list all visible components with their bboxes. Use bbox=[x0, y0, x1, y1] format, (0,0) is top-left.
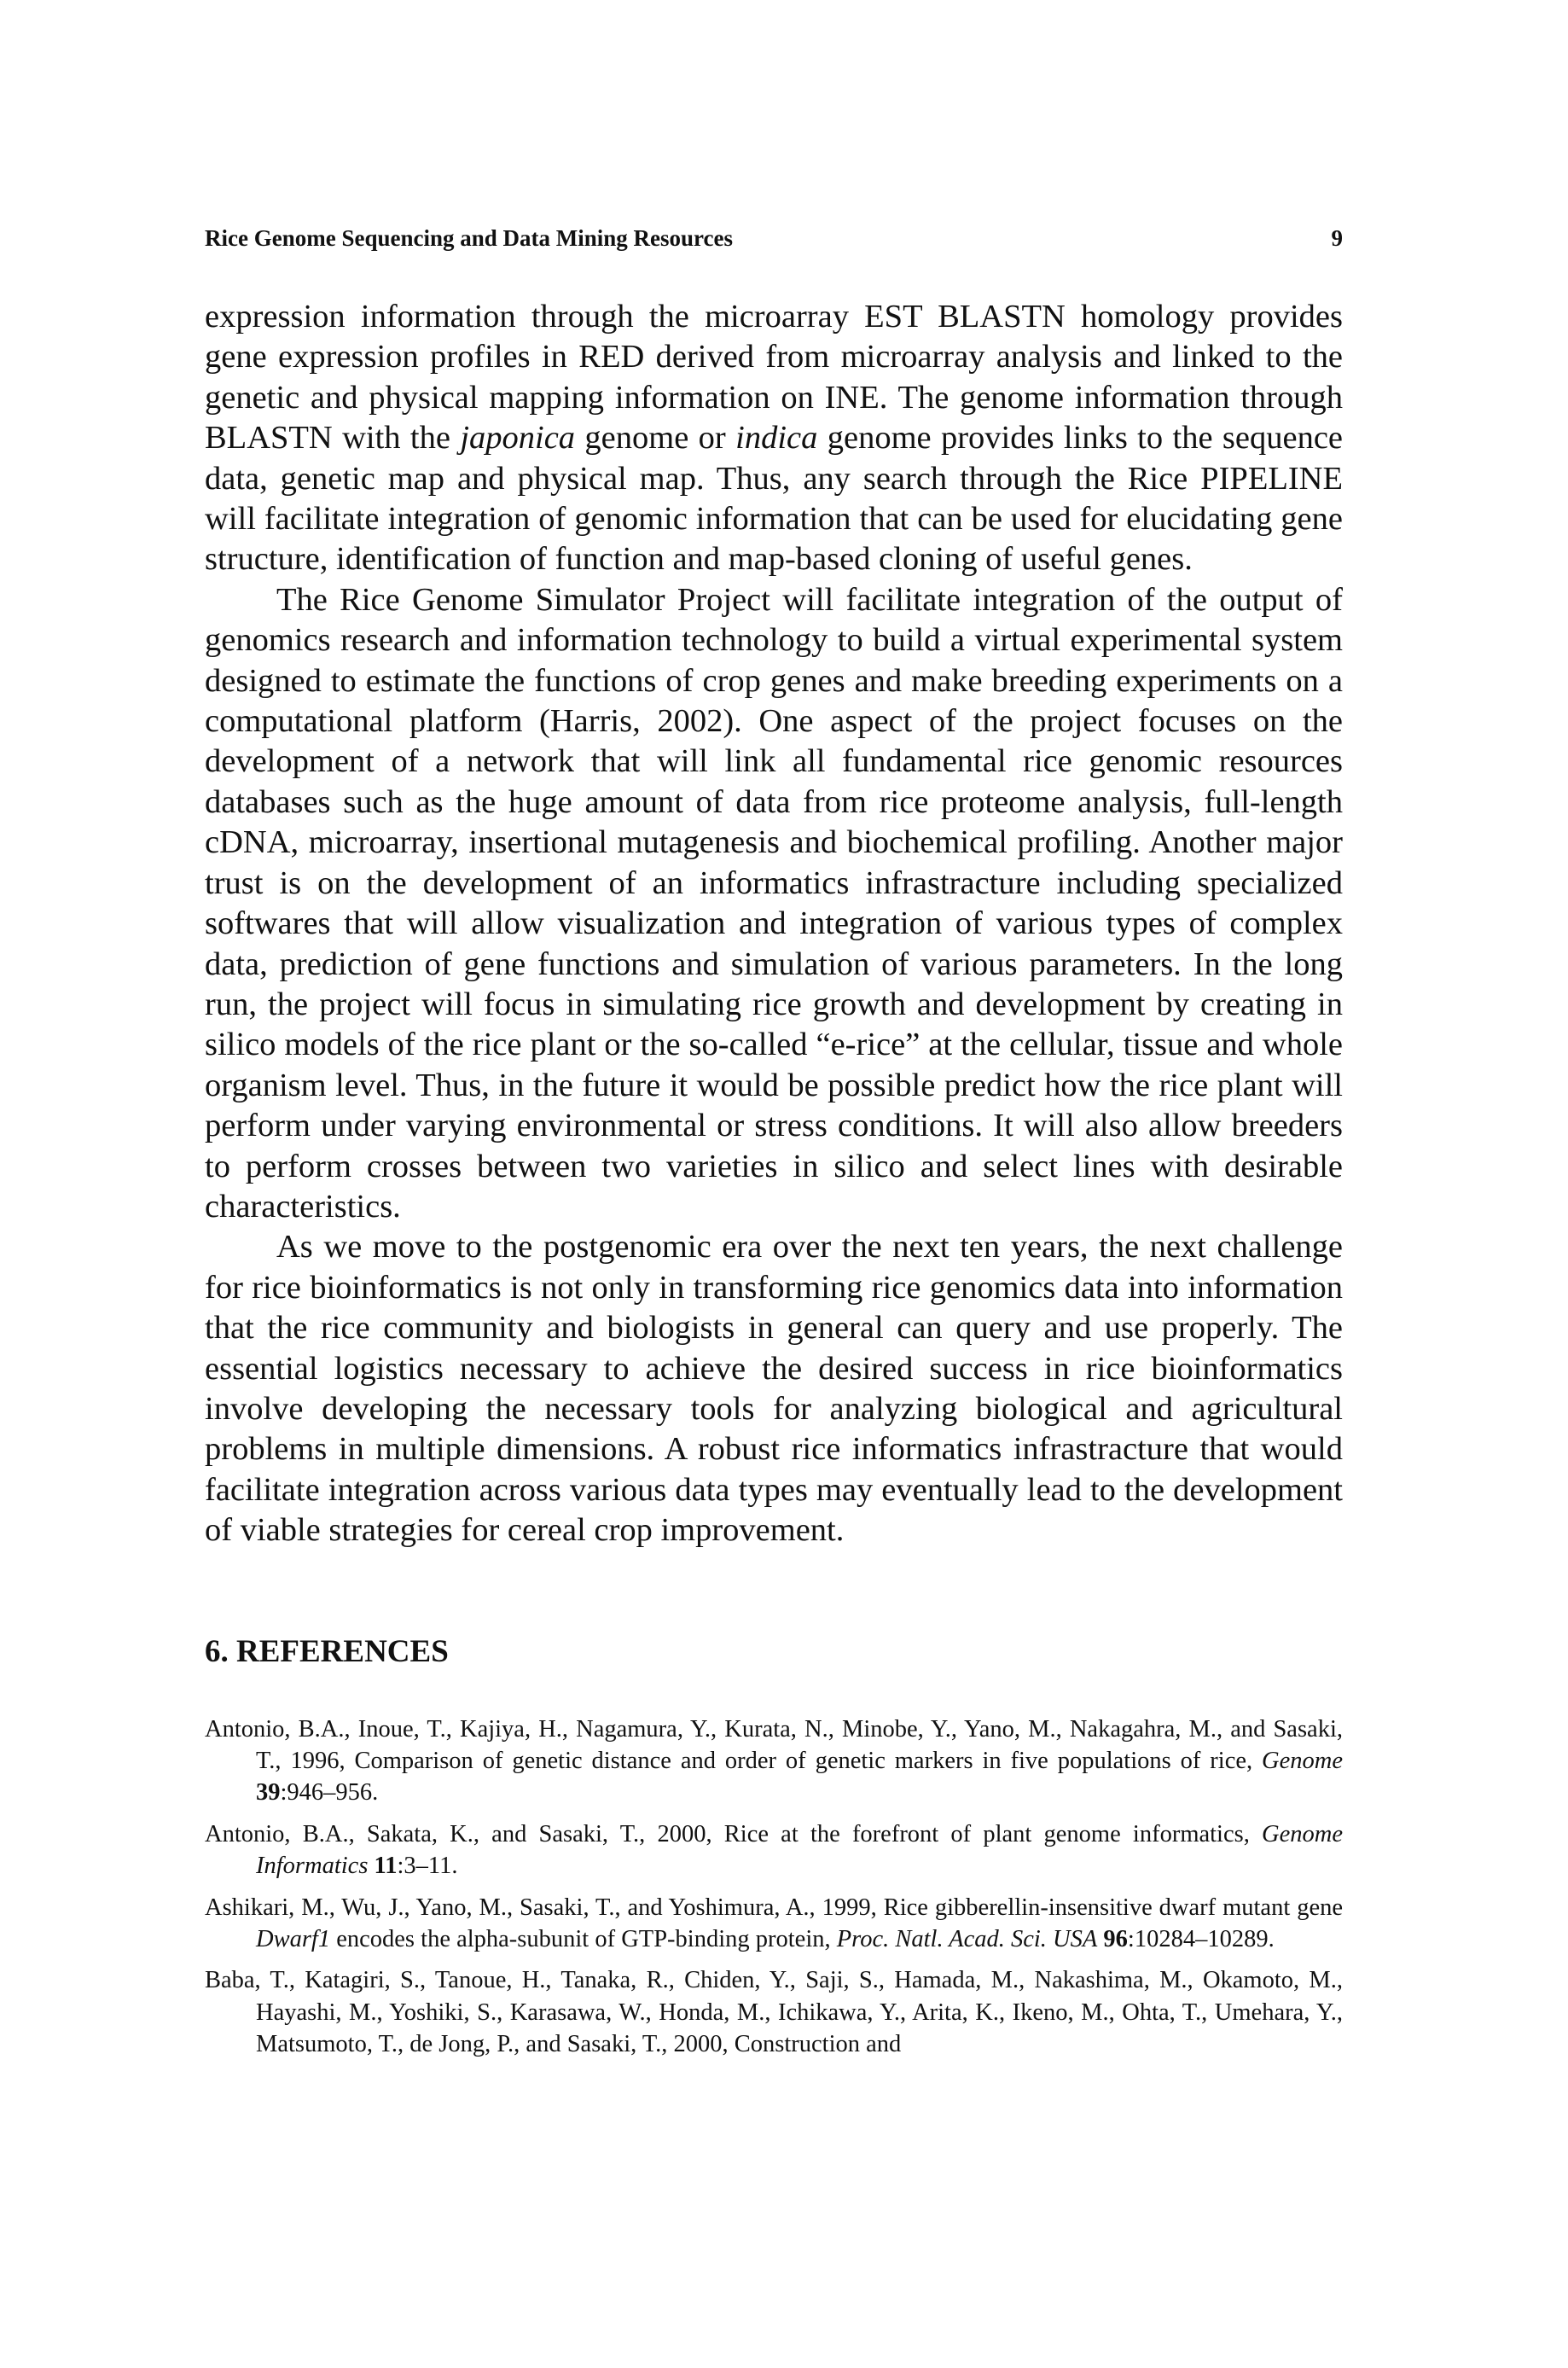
italic-text: indica bbox=[735, 420, 818, 457]
text-run: :946–956. bbox=[280, 1779, 379, 1807]
italic-text: Dwarf1 bbox=[256, 1926, 331, 1953]
text-run: Antonio, B.A., Sakata, K., and Sasaki, T., 2000, Rice at the forefront of plant genome informatics, bbox=[205, 1820, 1263, 1847]
reference-entry bbox=[205, 1892, 1343, 1956]
text-run: expression information through the microarray EST BLASTN homology provides gene expression profiles in RED derived from microarray analysis and linked to the genetic and physical mapping information on INE. The genome information through BLASTN with the bbox=[205, 299, 1343, 457]
page-number: 9 bbox=[1331, 225, 1343, 251]
running-head bbox=[205, 224, 1343, 253]
italic-text: japonica bbox=[460, 420, 576, 457]
paragraph bbox=[205, 1227, 1343, 1551]
text-run: genome or bbox=[575, 420, 736, 457]
section-heading: 6. REFERENCES bbox=[205, 1633, 449, 1669]
bold-text: 96 bbox=[1103, 1926, 1128, 1953]
reference-entry bbox=[205, 1713, 1343, 1809]
text-run bbox=[368, 1853, 374, 1879]
text-run: As we move to the postgenomic era over the next ten years, the next challenge for rice bioinformatics is not only in transforming rice genomics data into information that the rice community and biologists in general can query and use properly. The essential logistics necessary to achieve the desired success in rice bioinformatics involve developing the necessary tools for analyzing biological and agricultural problems in multiple dimensions. A robust rice informatics infrastracture that would facilitate integration across various data types may eventually lead to the development of viable strategies for cereal crop improvement. bbox=[205, 1229, 1343, 1549]
text-run: Baba, T., Katagiri, S., Tanoue, H., Tanaka, R., Chiden, Y., Saji, S., Hamada, M., Nakashima, M., Okamoto, M., Hayashi, M., Yoshiki, S., Karasawa, W., Honda, M., Ichikawa, Y., Arita, K., Ikeno, M., Ohta, T., Umehara, Y., Matsumoto, T., de Jong, P., and Sasaki, T., 2000, Construction and bbox=[205, 1967, 1343, 2058]
text-run: Antonio, B.A., Inoue, T., Kajiya, H., Nagamura, Y., Kurata, N., Minobe, Y., Yano, M., Nakagahra, M., and Sasaki, T., 1996, Comparison of genetic distance and order of genetic markers in five populations of rice, bbox=[205, 1715, 1343, 1774]
text-run: :3–11. bbox=[397, 1853, 458, 1880]
text-run: The Rice Genome Simulator Project will facilitate integration of the output of genomics research and information technology to build a virtual experimental system designed to estimate the functions of crop genes and make breeding experiments on a computational platform (Harris, 2002). One aspect of the project focuses on the development of a network that will link all fundamental rice genomic resources databases such as the huge amount of data from rice proteome analysis, full-length cDNA, microarray, insertional mutagenesis and biochemical profiling. Another major trust is on the development of an informatics infrastracture including specialized softwares that will allow visualization and integration of various types of complex data, prediction of gene functions and simulation of various parameters. In the long run, the project will focus in simulating rice growth and development by creating in silico models of the rice plant or the so-called “e-rice” at the cellular, tissue and whole organism level. Thus, in the future it would be possible predict how the rice plant will perform under varying environmental or stress conditions. It will also allow breeders to perform crosses between two varieties in silico and select lines with desirable characteristics. bbox=[205, 581, 1343, 1225]
italic-text: Proc. Natl. Acad. Sci. USA bbox=[836, 1926, 1098, 1953]
book-page bbox=[205, 224, 1343, 2070]
reference-entry bbox=[205, 1818, 1343, 1882]
text-run: genome provides links to the sequence data, genetic map and physical map. Thus, any search through the Rice PIPELINE will facilitate integration of genomic information that can be used for elucidating gene structure, identification of function and map-based cloning of useful genes. bbox=[205, 420, 1343, 578]
italic-text: Genome Informatics bbox=[256, 1820, 1343, 1880]
paragraph bbox=[205, 297, 1343, 580]
text-run: encodes the alpha-subunit of GTP-binding protein, bbox=[330, 1926, 837, 1953]
reference-entry bbox=[205, 1964, 1343, 2060]
text-run: Ashikari, M., Wu, J., Yano, M., Sasaki, T., and Yoshimura, A., 1999, Rice gibberellin-insensitive dwarf mutant gene bbox=[205, 1894, 1343, 1921]
bold-text: 39 bbox=[256, 1779, 281, 1807]
body-text bbox=[205, 297, 1343, 1551]
running-head-title: Rice Genome Sequencing and Data Mining Resources bbox=[205, 225, 733, 251]
bold-text: 11 bbox=[374, 1853, 398, 1880]
paragraph bbox=[205, 580, 1343, 1228]
reference-list bbox=[205, 1713, 1343, 2061]
text-run: :10284–10289. bbox=[1127, 1926, 1275, 1953]
italic-text: Genome bbox=[1262, 1748, 1343, 1774]
